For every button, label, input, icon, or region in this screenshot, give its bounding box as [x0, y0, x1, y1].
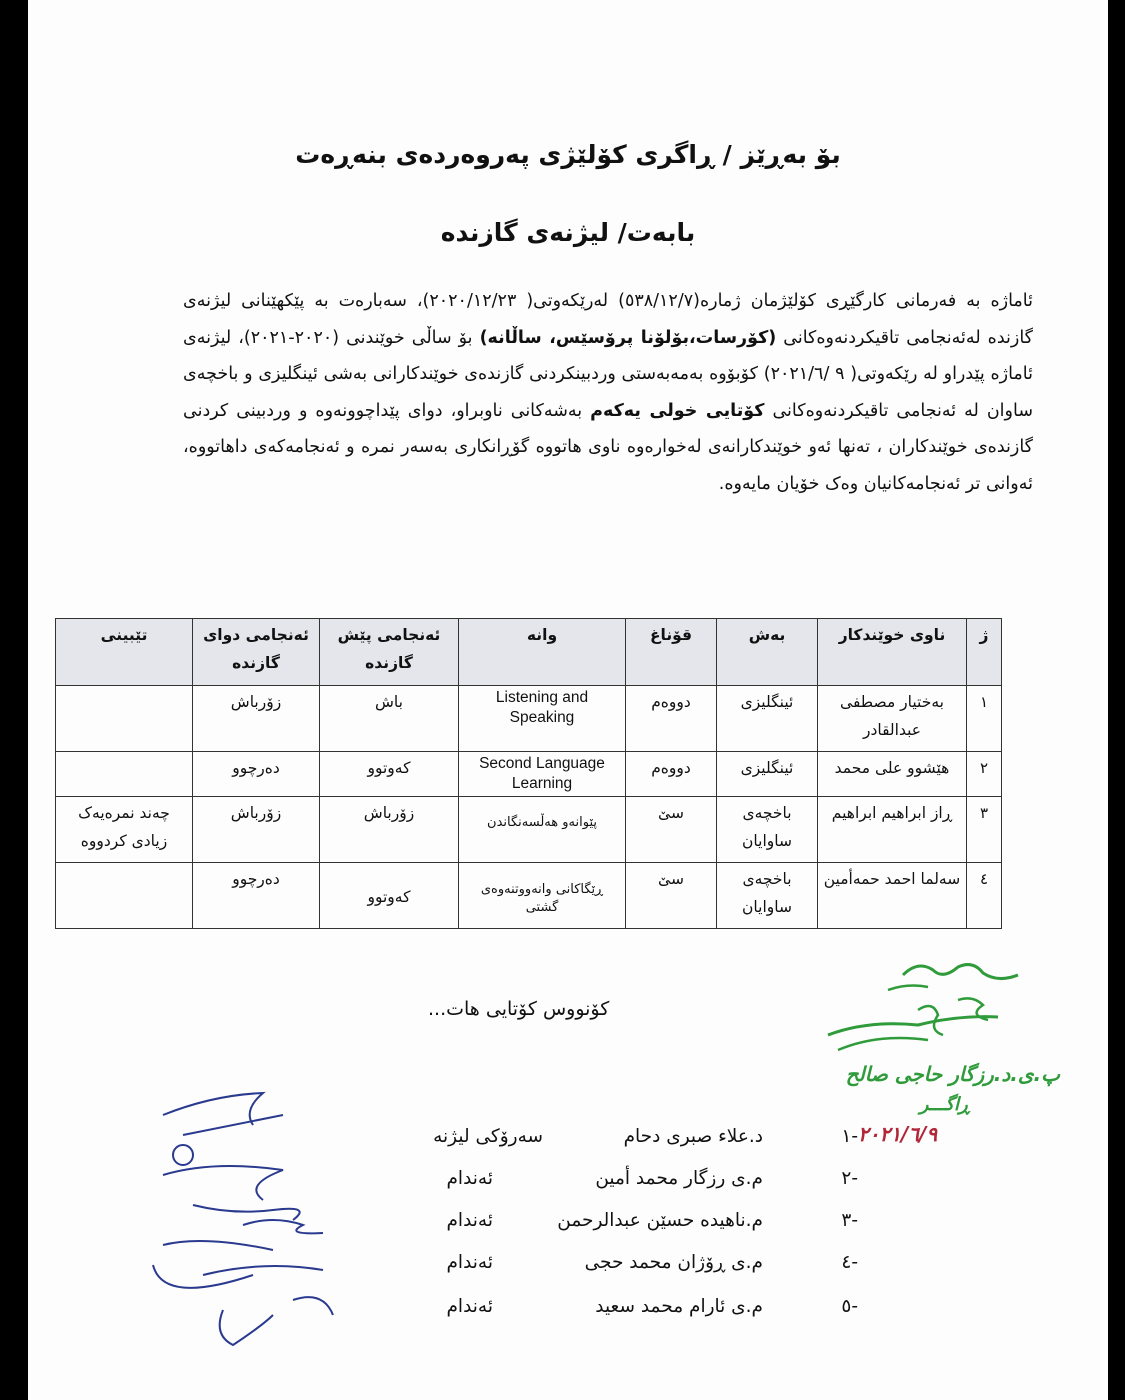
subject: ڕێگاکانی وانەووتنەوەی گشتی [459, 863, 626, 929]
note [56, 752, 193, 797]
result-before: باش [320, 686, 459, 752]
result-after: دەرچوو [193, 863, 320, 929]
header-cell: ژ [967, 619, 1002, 686]
document-page [28, 0, 1108, 1400]
result-after: دەرچوو [193, 752, 320, 797]
dean-title-stamp: ڕاگـــر [919, 1094, 970, 1115]
department: باخچەی ساوایان [717, 863, 818, 929]
member-number: -٤ [841, 1252, 858, 1273]
department: باخچەی ساوایان [717, 797, 818, 863]
member-number: -٣ [841, 1210, 858, 1231]
member-number: -٢ [841, 1168, 858, 1189]
result-before: زۆرباش [320, 797, 459, 863]
result-before: کەوتوو [320, 863, 459, 929]
member-name: د.علاء صبری دحام [623, 1126, 763, 1147]
stage: سێ [626, 863, 717, 929]
row-number: ٢ [967, 752, 1002, 797]
dean-date: ٢٠٢١/٦/٩ [858, 1122, 938, 1146]
letter-subject: بابەت/ لیژنەی گازندە [440, 218, 696, 247]
member-name: م.ناهیدە حسێن عبدالرحمن [557, 1210, 763, 1231]
stage: سێ [626, 797, 717, 863]
letter-recipient: بۆ بەڕێز / ڕاگری کۆلێژی پەروەردەی بنەڕەت [295, 140, 841, 169]
department: ئینگلیزی [717, 752, 818, 797]
student-name: بەختیار مصطفی عبدالقادر [818, 686, 967, 752]
stage: دووەم [626, 752, 717, 797]
subject-text: Listening and Speaking [495, 689, 589, 726]
subject-text: Second Language Learning [479, 755, 605, 792]
table-header-row [56, 619, 1002, 686]
member-name: م.ی رزگار محمد أمین [595, 1168, 763, 1189]
result-after: زۆرباش [193, 797, 320, 863]
result-before: کەوتوو [320, 752, 459, 797]
committee-signatures [123, 1075, 353, 1360]
member-number: -٥ [841, 1296, 858, 1317]
header-cell: ناوی خوێندکار [818, 619, 967, 686]
header-cell: قۆناغ [626, 619, 717, 686]
letter-paragraph: ئاماژە بە فەرمانی کارگێڕی کۆلێژمان ژمارە(٥٣٨/١٢/٧) لەرێکەوتی( ٢٠٢٠/١٢/٢٣)، سەبارەت بە پێکهێنانی لیژنەی گازندە لەئەنجامی تاقیکردنەوەکانی (كۆرسات،بۆلۆنا پرۆسێس، ساڵانە) بۆ ساڵی خوێندنی (٢٠٢٠-٢٠٢١)، لیژنەی ئاماژە پێدراو لە رێکەوتی( ٩ /٢٠٢١/٦) کۆبۆوە بەمەبەستی وردبینکردنی گازندەی خوێندکارانی بەشی ئینگلیزی و باخچەی ساوان لە ئەنجامی تاقیکردنەوەکانی کۆتایی خولی یەکەم بەشەکانی ناوبراو، دوای پێداچوونەوە و وردبینی کردنی گازندەی خوێندکاران ، تەنها ئەو خوێندکارانەی لەخوارەوە ناوی هاتووە گۆڕانکاری بەسەر نمرە و ئەنجامەکەی داهاتووە، ئەوانی تر ئەنجامەکانیان وەک خۆیان مایەوە. [183, 291, 1033, 494]
header-cell: ئەنجامی دوای گازندە [193, 619, 320, 686]
results-table [55, 618, 1002, 929]
row-number: ٣ [967, 797, 1002, 863]
member-role: ئەندام [446, 1296, 493, 1317]
dean-name-stamp: پ.ی.د.رزگار حاجی صالح [845, 1062, 1060, 1086]
subject: پێوانەو هەڵسەنگاندن [459, 797, 626, 863]
student-name: سەلما احمد حمەأمین [818, 863, 967, 929]
member-number: -١ [841, 1126, 858, 1147]
stage: دووەم [626, 686, 717, 752]
header-cell: بەش [717, 619, 818, 686]
member-role: ئەندام [446, 1168, 493, 1189]
table-row [56, 863, 1002, 929]
member-role: سەرۆکی لیژنە [433, 1126, 543, 1147]
dean-signature [808, 955, 1038, 1065]
result-after: زۆرباش [193, 686, 320, 752]
header-cell: وانە [459, 619, 626, 686]
member-role: ئەندام [446, 1252, 493, 1273]
student-name: ڕاز ابراهیم ابراهیم [818, 797, 967, 863]
closing-note: کۆنووس کۆتایی هات... [428, 998, 610, 1020]
department: ئینگلیزی [717, 686, 818, 752]
note [56, 863, 193, 929]
note: چەند نمرەیەک زیادی کردووە [56, 797, 193, 863]
note [56, 686, 193, 752]
header-cell: تێبینی [56, 619, 193, 686]
student-name: هێشوو علی محمد [818, 752, 967, 797]
table-row [56, 752, 1002, 797]
member-role: ئەندام [446, 1210, 493, 1231]
member-name: م.ی ڕۆژان محمد حجی [584, 1252, 763, 1273]
subject [459, 752, 626, 797]
row-number: ٤ [967, 863, 1002, 929]
table-row [56, 686, 1002, 752]
header-cell: ئەنجامی پێش گازندە [320, 619, 459, 686]
member-name: م.ی ئارام محمد سعید [595, 1296, 763, 1317]
row-number: ١ [967, 686, 1002, 752]
subject [459, 686, 626, 752]
table-row [56, 797, 1002, 863]
